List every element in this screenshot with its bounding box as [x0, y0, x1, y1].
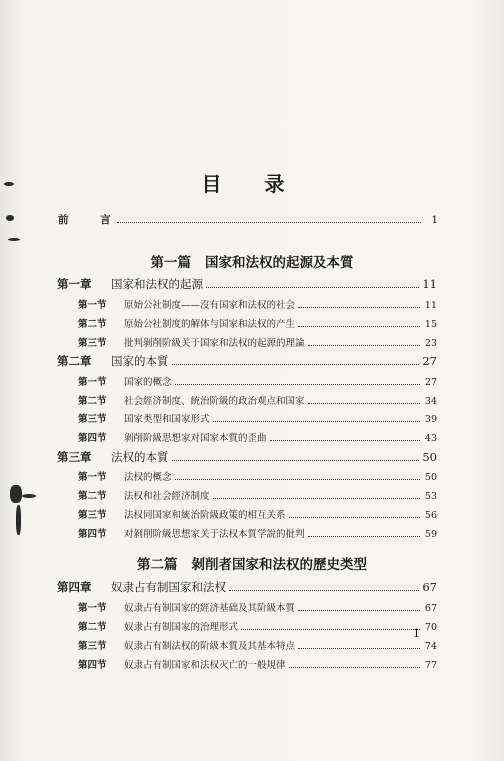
part-number: 第一篇 [150, 255, 191, 271]
section-page: 56 [424, 510, 437, 521]
toc-section [78, 469, 437, 485]
section-title: 社会經济制度、統治阶級的政治观点和国家 [124, 396, 305, 407]
scan-artifact [10, 485, 22, 503]
leader-dots [298, 316, 420, 327]
preface-label: 前 言 [58, 214, 125, 226]
section-page: 67 [424, 603, 437, 614]
leader-dots [298, 297, 420, 308]
scan-artifact [22, 494, 36, 498]
section-page: 59 [424, 529, 437, 540]
toc-section [78, 393, 437, 409]
section-label: 第一节 [78, 300, 107, 311]
leader-dots [175, 469, 420, 480]
section-page: 27 [424, 377, 437, 388]
toc-section [78, 638, 437, 654]
part-title: 剝削者国家和法权的歷史类型 [191, 557, 367, 573]
section-page: 23 [424, 338, 437, 349]
leader-dots [229, 580, 419, 591]
section-title: 奴隶占有制国家和法权灭亡的一般規律 [124, 660, 286, 671]
leader-dots [308, 393, 420, 404]
section-page: 53 [424, 491, 437, 502]
chapter-label: 第一章 [57, 277, 92, 291]
section-label: 第三节 [78, 510, 107, 521]
section-title: 奴隶占有制法权的阶級本質及其基本特点 [124, 641, 296, 652]
section-title: 法权同国家和統治阶級政策的相互关系 [124, 510, 286, 521]
part-number: 第二篇 [137, 557, 178, 573]
part-heading [0, 251, 504, 271]
section-label: 第一节 [78, 603, 107, 614]
toc-chapter [57, 354, 437, 368]
leader-dots [213, 488, 420, 499]
chapter-page: 11 [422, 277, 437, 291]
toc-chapter [57, 277, 437, 291]
section-title: 对剝削阶級思想家关于法权本質学說的批判 [124, 529, 305, 540]
toc-section [78, 600, 437, 616]
section-label: 第三节 [78, 414, 107, 425]
leader-dots [270, 430, 420, 441]
leader-dots [298, 638, 420, 649]
section-page: 70 [424, 622, 437, 633]
section-label: 第一节 [78, 472, 107, 483]
section-page: 74 [424, 641, 437, 652]
toc-section [78, 335, 437, 351]
scan-artifact [8, 238, 20, 241]
section-label: 第二节 [78, 319, 107, 330]
section-label: 第四节 [78, 433, 107, 444]
leader-dots [206, 277, 419, 288]
toc-section [78, 488, 437, 504]
section-label: 第四节 [78, 529, 107, 540]
section-title: 原始公社制度的解体与国家和法权的产生 [124, 319, 296, 330]
leader-dots [308, 526, 420, 537]
chapter-page: 67 [422, 580, 437, 594]
section-title: 国家的概念 [124, 377, 172, 388]
section-label: 第二节 [78, 491, 107, 502]
section-title: 法权的概念 [124, 472, 172, 483]
section-title: 批判剝削阶級关于国家和法权的起源的理論 [124, 338, 305, 349]
chapter-title: 国家和法权的起源 [111, 277, 203, 291]
section-page: 77 [424, 660, 437, 671]
leader-dots [308, 335, 420, 346]
chapter-title: 法权的本質 [111, 450, 169, 464]
section-title: 原始公社制度——沒有国家和法权的社会 [124, 300, 296, 311]
leader-dots [175, 374, 420, 385]
toc-section [78, 316, 437, 332]
part-heading [0, 553, 504, 573]
section-label: 第二节 [78, 396, 107, 407]
section-label: 第三节 [78, 641, 107, 652]
preface-page: 1 [431, 214, 438, 226]
chapter-label: 第四章 [57, 580, 92, 594]
scan-artifact [6, 215, 14, 221]
section-title: 奴隶占有制国家的經济基础及其阶級本質 [124, 603, 296, 614]
chapter-title: 国家的本質 [111, 354, 169, 368]
section-page: 15 [424, 319, 437, 330]
toc-chapter [57, 580, 437, 594]
chapter-page: 27 [422, 354, 437, 368]
chapter-title: 奴隶占有制国家和法权 [111, 580, 226, 594]
section-title: 国家类型和国家形式 [124, 414, 210, 425]
section-title: 法权和社会經济制度 [124, 491, 210, 502]
toc-section [78, 411, 437, 427]
section-page: 34 [424, 396, 437, 407]
section-page: 11 [424, 300, 437, 311]
toc-section [78, 619, 437, 635]
toc-section [78, 374, 437, 390]
chapter-page: 50 [422, 450, 437, 464]
chapter-label: 第二章 [57, 354, 92, 368]
leader-dots [172, 450, 420, 461]
section-title: 奴隶占有制国家的治理形式 [124, 622, 239, 633]
toc-section [78, 657, 437, 673]
section-title: 剝削阶級思想家对国家本質的歪曲 [124, 433, 267, 444]
toc-title: 目 录 [201, 172, 303, 196]
toc-chapter [57, 450, 437, 464]
toc-section [78, 526, 437, 542]
section-label: 第二节 [78, 622, 107, 633]
section-label: 第一节 [78, 377, 107, 388]
toc-preface [58, 212, 438, 227]
leader-dots [117, 212, 421, 223]
section-page: 39 [424, 414, 437, 425]
chapter-label: 第三章 [57, 450, 92, 464]
toc-section [78, 430, 437, 446]
leader-dots [241, 619, 420, 630]
section-page: 43 [424, 433, 437, 444]
leader-dots [298, 600, 420, 611]
section-label: 第四节 [78, 660, 107, 671]
leader-dots [172, 354, 420, 365]
leader-dots [289, 657, 420, 668]
page-number: 1 [413, 627, 420, 640]
leader-dots [213, 411, 420, 422]
part-title: 国家和法权的起源及本質 [205, 255, 354, 271]
section-label: 第三节 [78, 338, 107, 349]
toc-section [78, 507, 437, 523]
scan-artifact [16, 505, 21, 535]
section-page: 50 [424, 472, 437, 483]
toc-section [78, 297, 437, 313]
leader-dots [289, 507, 420, 518]
